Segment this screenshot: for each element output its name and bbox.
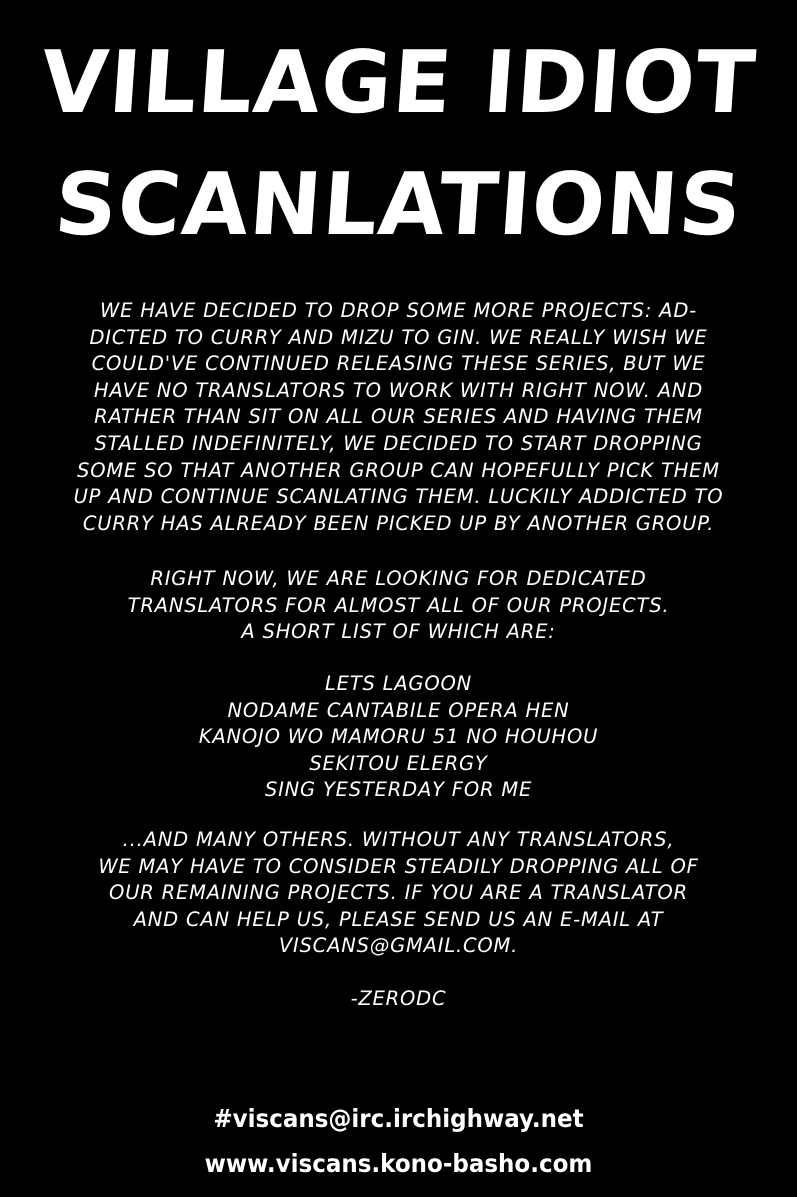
announcement-line: DICTED TO CURRY AND MIZU TO GIN. WE REALLY WISH WE [89, 325, 708, 349]
recruitment-paragraph [0, 566, 797, 646]
project-list-item: SING YESTERDAY FOR ME [264, 778, 533, 802]
recruitment-line: TRANSLATORS FOR ALMOST ALL OF OUR PROJECTS. [127, 593, 670, 617]
announcement-line: RATHER THAN SIT ON ALL OUR SERIES AND HAVING THEM [94, 405, 703, 429]
contact-paragraph [0, 827, 797, 960]
website-url: www.viscans.kono-basho.com [204, 1149, 593, 1178]
announcement-line: SOME SO THAT ANOTHER GROUP CAN HOPEFULLY PICK THEM [77, 458, 720, 482]
contact-line: WE MAY HAVE TO CONSIDER STEADILY DROPPING ALL OF [98, 854, 699, 878]
recruitment-line: A SHORT LIST OF WHICH ARE: [241, 620, 556, 644]
signature: -ZERODC [350, 987, 447, 1010]
project-list-item: SEKITOU ELERGY [309, 751, 488, 775]
project-list-item: NODAME CANTABILE OPERA HEN [227, 698, 570, 722]
announcement-line: CURRY HAS ALREADY BEEN PICKED UP BY ANOTHER GROUP. [82, 511, 715, 535]
announcement-line: UP AND CONTINUE SCANLATING THEM. LUCKILY ADDICTED TO [73, 485, 724, 509]
announcement-line: STALLED INDEFINITELY, WE DECIDED TO START DROPPING [94, 431, 703, 455]
contact-line: ...AND MANY OTHERS. WITHOUT ANY TRANSLATORS, [122, 828, 675, 851]
project-list-item: KANOJO WO MAMORU 51 NO HOUHOU [198, 725, 599, 749]
contact-email: VISCANS@GMAIL.COM. [278, 934, 519, 958]
announcement-line: WE HAVE DECIDED TO DROP SOME MORE PROJECTS: AD- [100, 299, 697, 322]
project-list-item: LETS LAGOON [324, 672, 473, 695]
announcement-paragraph [0, 298, 797, 537]
project-list [0, 671, 797, 804]
announcement-line: HAVE NO TRANSLATORS TO WORK WITH RIGHT NOW. AND [93, 378, 704, 402]
contact-line: OUR REMAINING PROJECTS. IF YOU ARE A TRANSLATOR [109, 881, 688, 905]
recruitment-line: RIGHT NOW, WE ARE LOOKING FOR DEDICATED [150, 567, 647, 590]
contact-line: AND CAN HELP US, PLEASE SEND US AN E-MAIL AT [133, 907, 664, 931]
irc-channel: #viscans@irc.irchighway.net [213, 1104, 584, 1133]
page-title-line-2: SCANLATIONS [51, 155, 746, 255]
announcement-line: COULD'VE CONTINUED RELEASING THESE SERIES, BUT WE [91, 352, 706, 376]
page-title-line-1: VILLAGE IDIOT [37, 33, 760, 133]
